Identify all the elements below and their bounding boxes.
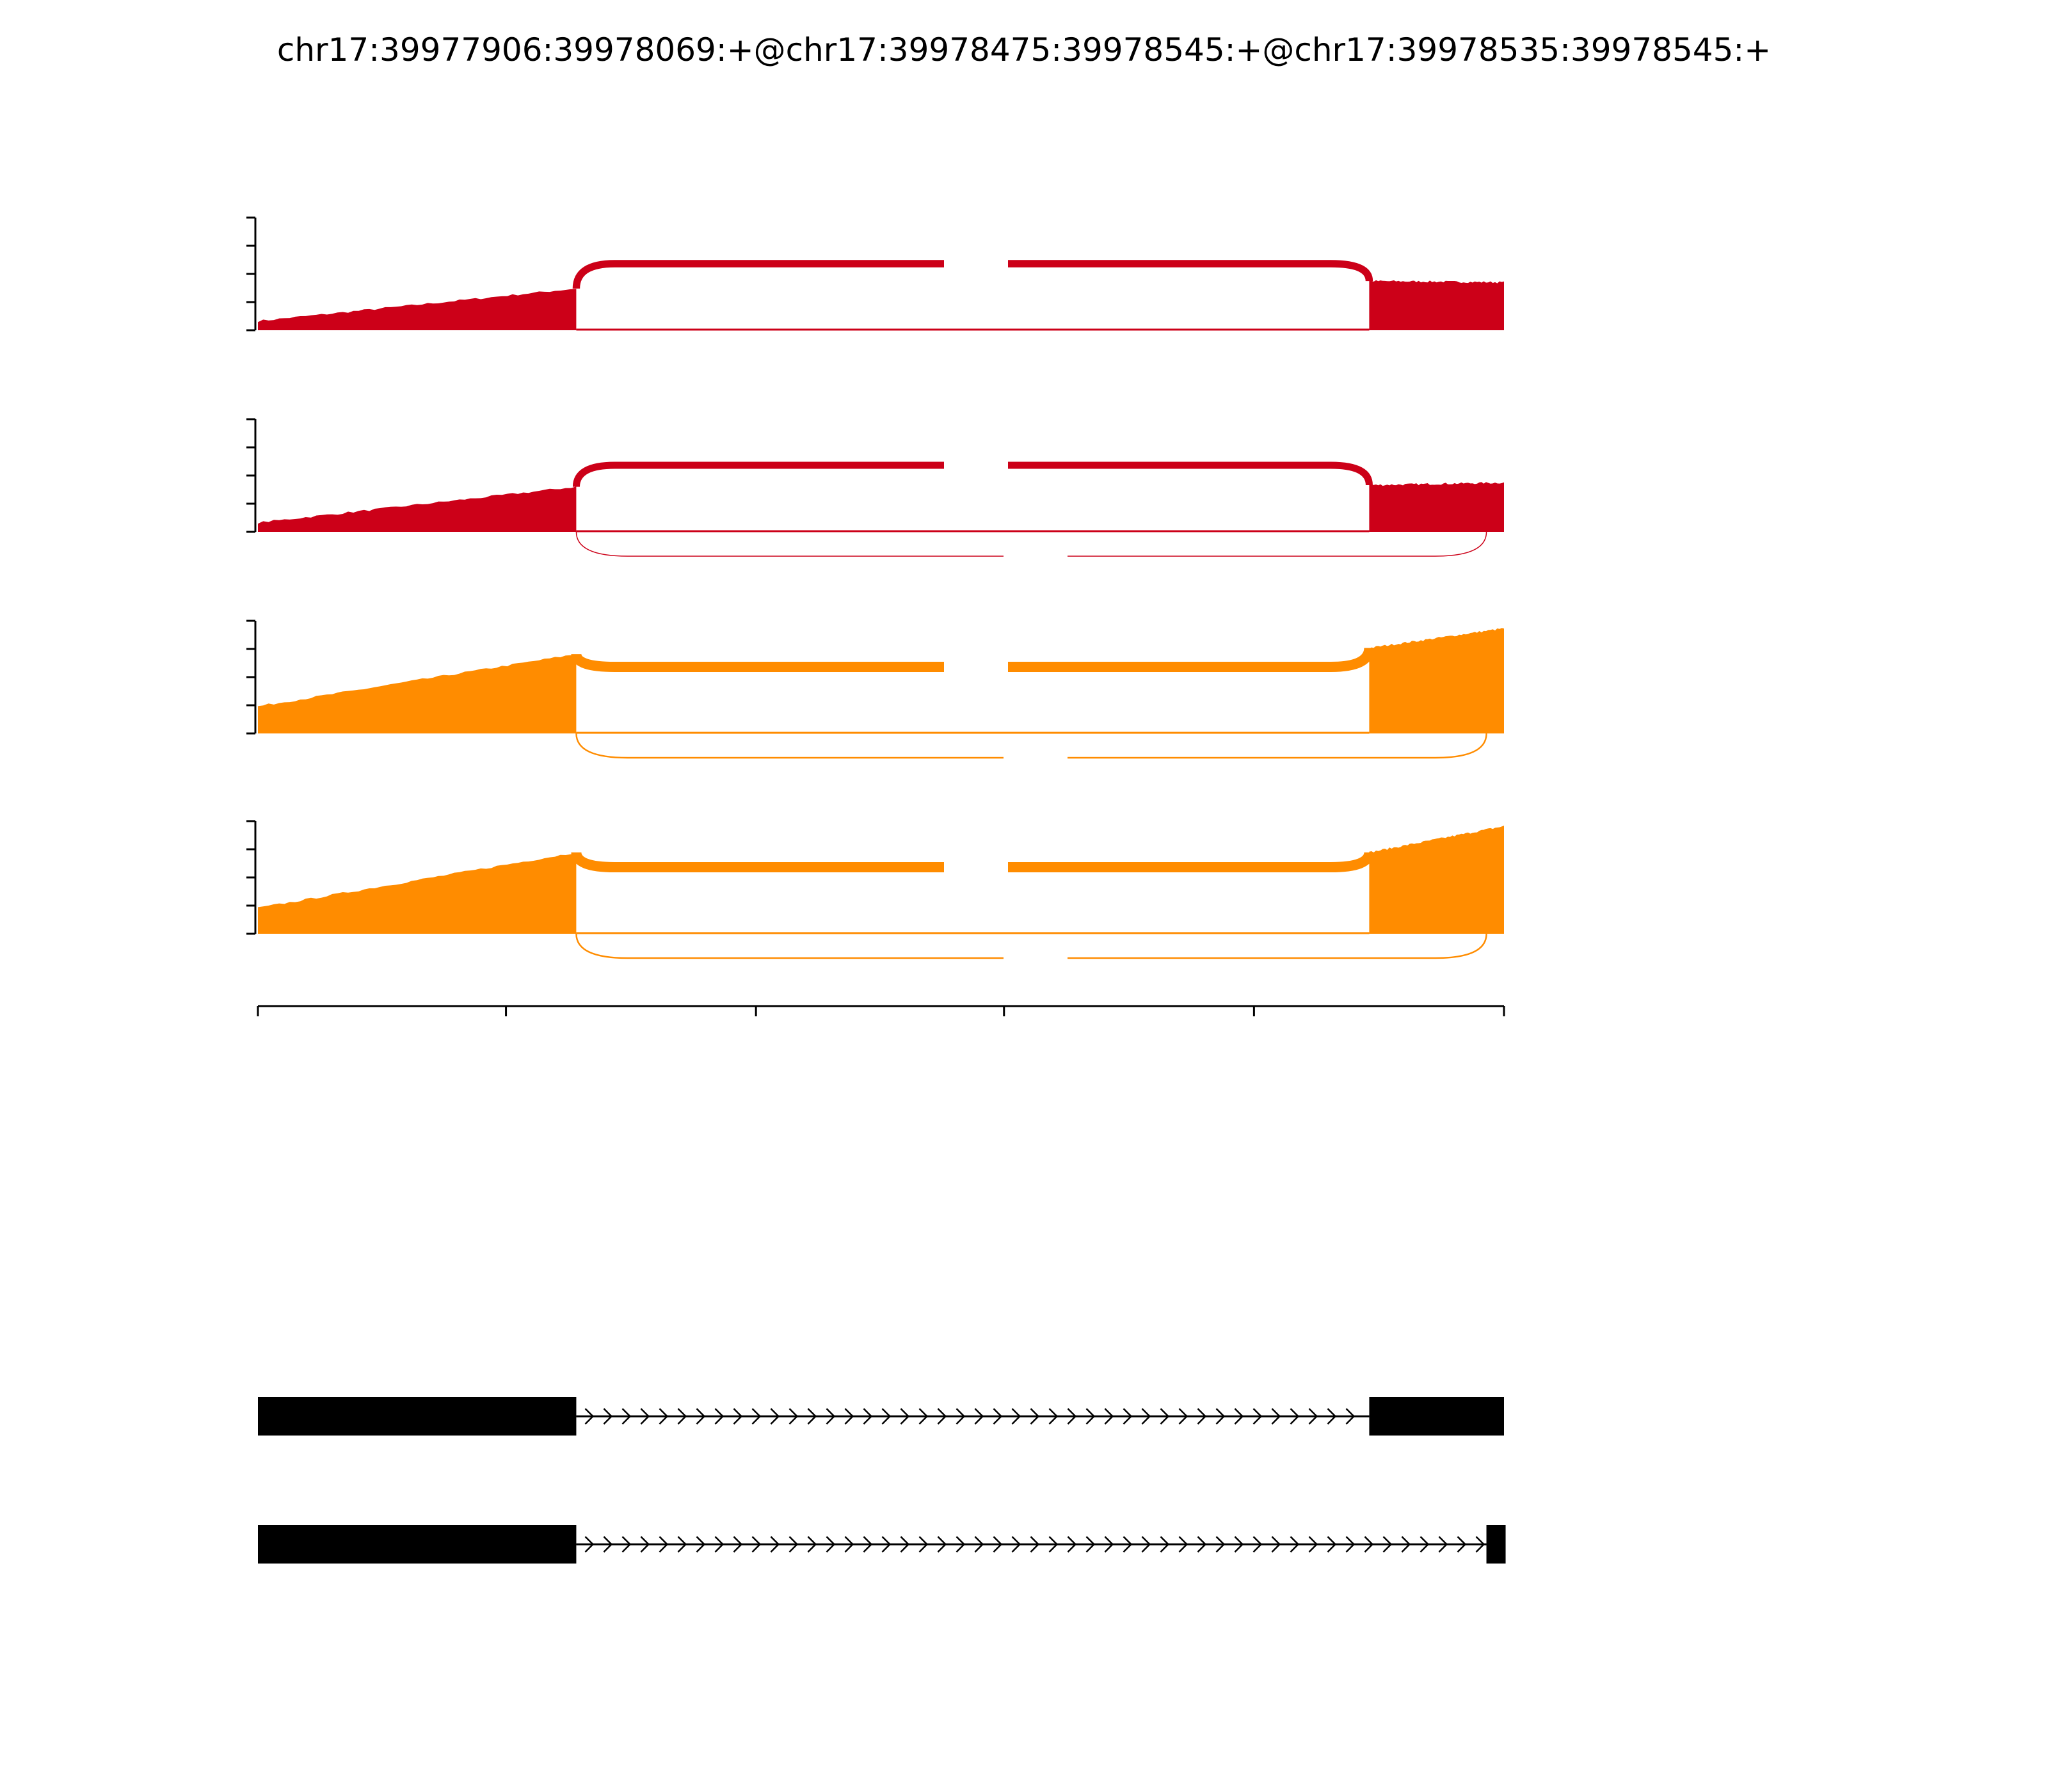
isoform-track — [258, 1397, 1504, 1436]
coverage-panels — [246, 218, 1504, 971]
exon1-coverage-area — [258, 655, 576, 734]
junction-count-bg — [944, 854, 1008, 880]
figure-title: chr17:39977906:39978069:+@chr17:39978475:39978545:+@chr17:39978535:39978545:+ — [276, 31, 1772, 68]
exon1-coverage-area — [258, 289, 576, 330]
isoform-track — [258, 1525, 1506, 1564]
junction-count-bg — [944, 452, 1008, 478]
coverage-panel — [246, 218, 1504, 330]
x-axis — [258, 1006, 1504, 1016]
coverage-panel — [246, 821, 1504, 971]
junction-count-bg — [1004, 745, 1068, 771]
coverage-panel — [246, 621, 1504, 771]
gene-model-track — [258, 1397, 1506, 1564]
exon-block — [1369, 1397, 1504, 1436]
exon2-coverage-area — [1369, 826, 1504, 934]
exon2-coverage-area — [1369, 482, 1504, 532]
junction-count-bg — [1004, 543, 1068, 569]
exon2-coverage-area — [1369, 628, 1504, 733]
exon1-coverage-area — [258, 486, 576, 532]
exon1-coverage-area — [258, 854, 576, 934]
junction-count-bg — [944, 654, 1008, 680]
junction-count-bg — [1004, 945, 1068, 971]
junction-count-bg — [944, 251, 1008, 276]
exon2-coverage-area — [1369, 280, 1504, 330]
exon-block — [1487, 1525, 1506, 1564]
exon-block — [258, 1525, 576, 1564]
coverage-panel — [246, 419, 1504, 569]
exon-block — [258, 1397, 576, 1436]
